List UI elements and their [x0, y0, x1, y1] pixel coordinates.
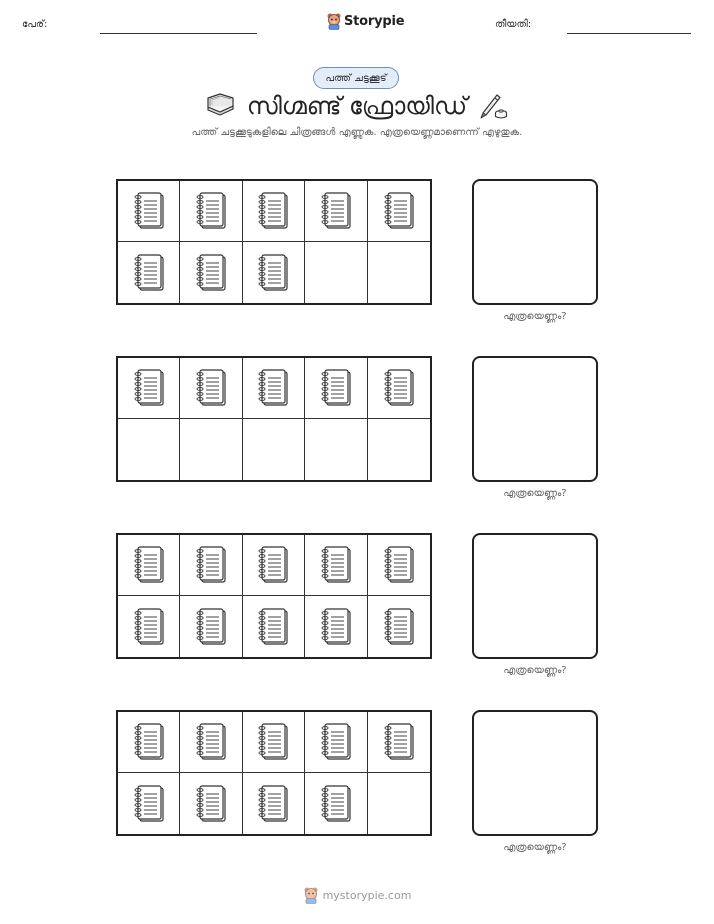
brand-logo	[326, 12, 404, 30]
answer-box[interactable]	[472, 533, 598, 659]
notebook-icon	[194, 368, 228, 408]
frame-cell	[243, 358, 305, 419]
storypie-mascot-icon	[326, 12, 342, 30]
frame-cell	[368, 242, 430, 303]
frame-cell	[243, 181, 305, 242]
footer-url[interactable]: mystorypie.com	[322, 888, 412, 902]
frame-cell	[368, 535, 430, 596]
notebook-icon	[319, 191, 353, 231]
name-line[interactable]	[100, 33, 257, 34]
frame-cell	[305, 535, 367, 596]
brand-name: Storypie	[344, 13, 405, 29]
notebook-icon	[382, 368, 416, 408]
answer-box[interactable]	[472, 710, 598, 836]
frame-cell	[180, 419, 242, 480]
notebook-icon	[194, 722, 228, 762]
notebook-icon	[256, 784, 290, 824]
notebook-icon	[194, 607, 228, 647]
notebook-icon	[256, 191, 290, 231]
notebook-icon	[256, 253, 290, 293]
frame-cell	[180, 181, 242, 242]
frame-cell	[118, 773, 180, 834]
frame-cell	[118, 358, 180, 419]
answer-box[interactable]	[472, 356, 598, 482]
frame-cell	[118, 181, 180, 242]
answer-prompt: എത്രയെണ്ണം?	[503, 311, 567, 322]
frame-cell	[118, 712, 180, 773]
notebook-icon	[194, 191, 228, 231]
frame-cell	[368, 712, 430, 773]
instructions: പത്ത് ചട്ടക്കൂടുകളിലെ ചിത്രങ്ങൾ എണ്ണുക. എത്രയെണ്ണമാണെന്ന് എഴുതുക.	[191, 127, 523, 138]
frame-cell	[243, 712, 305, 773]
notebook-icon	[256, 545, 290, 585]
notebook-icon	[194, 253, 228, 293]
frame-cell	[305, 419, 367, 480]
ten-frame	[116, 356, 432, 482]
notebook-icon	[132, 545, 166, 585]
frame-cell	[305, 358, 367, 419]
frame-cell	[180, 773, 242, 834]
notebook-icon	[319, 722, 353, 762]
date-label: തീയതി:	[495, 19, 532, 30]
notebook-icon	[132, 784, 166, 824]
notebook-icon	[256, 722, 290, 762]
topic-badge: പത്ത് ചട്ടക്കൂട്	[313, 67, 399, 89]
notebook-icon	[382, 607, 416, 647]
storypie-mascot-icon	[303, 886, 319, 904]
frame-cell	[243, 242, 305, 303]
frame-cell	[243, 419, 305, 480]
notebook-icon	[132, 253, 166, 293]
frame-cell	[180, 242, 242, 303]
notebook-icon	[194, 784, 228, 824]
frame-cell	[305, 596, 367, 657]
notebook-icon	[319, 607, 353, 647]
notebook-icon	[256, 368, 290, 408]
ten-frame	[116, 710, 432, 836]
answer-prompt: എത്രയെണ്ണം?	[503, 488, 567, 499]
date-line[interactable]	[567, 33, 691, 34]
frame-cell	[305, 712, 367, 773]
answer-prompt: എത്രയെണ്ണം?	[503, 665, 567, 676]
frame-cell	[305, 773, 367, 834]
frame-cell	[368, 596, 430, 657]
notebook-icon	[319, 545, 353, 585]
frame-cell	[180, 535, 242, 596]
ten-frame	[116, 533, 432, 659]
frame-cell	[368, 419, 430, 480]
notebook-icon	[382, 545, 416, 585]
notebook-icon	[194, 545, 228, 585]
notebook-icon	[319, 784, 353, 824]
frame-cell	[243, 535, 305, 596]
ink-pen-icon	[478, 92, 508, 120]
answer-box[interactable]	[472, 179, 598, 305]
frame-cell	[180, 596, 242, 657]
frame-cell	[305, 242, 367, 303]
ten-frame	[116, 179, 432, 305]
frame-cell	[180, 358, 242, 419]
frame-cell	[368, 358, 430, 419]
frame-cell	[368, 181, 430, 242]
notebook-icon	[132, 191, 166, 231]
frame-cell	[118, 596, 180, 657]
frame-cell	[118, 535, 180, 596]
frame-cell	[243, 773, 305, 834]
frame-cell	[118, 419, 180, 480]
notebook-icon	[132, 722, 166, 762]
notebook-icon	[256, 607, 290, 647]
page-title: സിഗ്മണ്ട് ഫ്രോയിഡ്	[246, 92, 468, 120]
notebook-icon	[132, 607, 166, 647]
notebook-icon	[132, 368, 166, 408]
notebook-icon	[382, 191, 416, 231]
frame-cell	[243, 596, 305, 657]
frame-cell	[118, 242, 180, 303]
frame-cell	[368, 773, 430, 834]
frame-cell	[305, 181, 367, 242]
answer-prompt: എത്രയെണ്ണം?	[503, 842, 567, 853]
notebook-icon	[319, 368, 353, 408]
name-label: പേര്:	[22, 19, 48, 30]
footer	[0, 886, 714, 904]
notebook-icon	[382, 722, 416, 762]
frame-cell	[180, 712, 242, 773]
